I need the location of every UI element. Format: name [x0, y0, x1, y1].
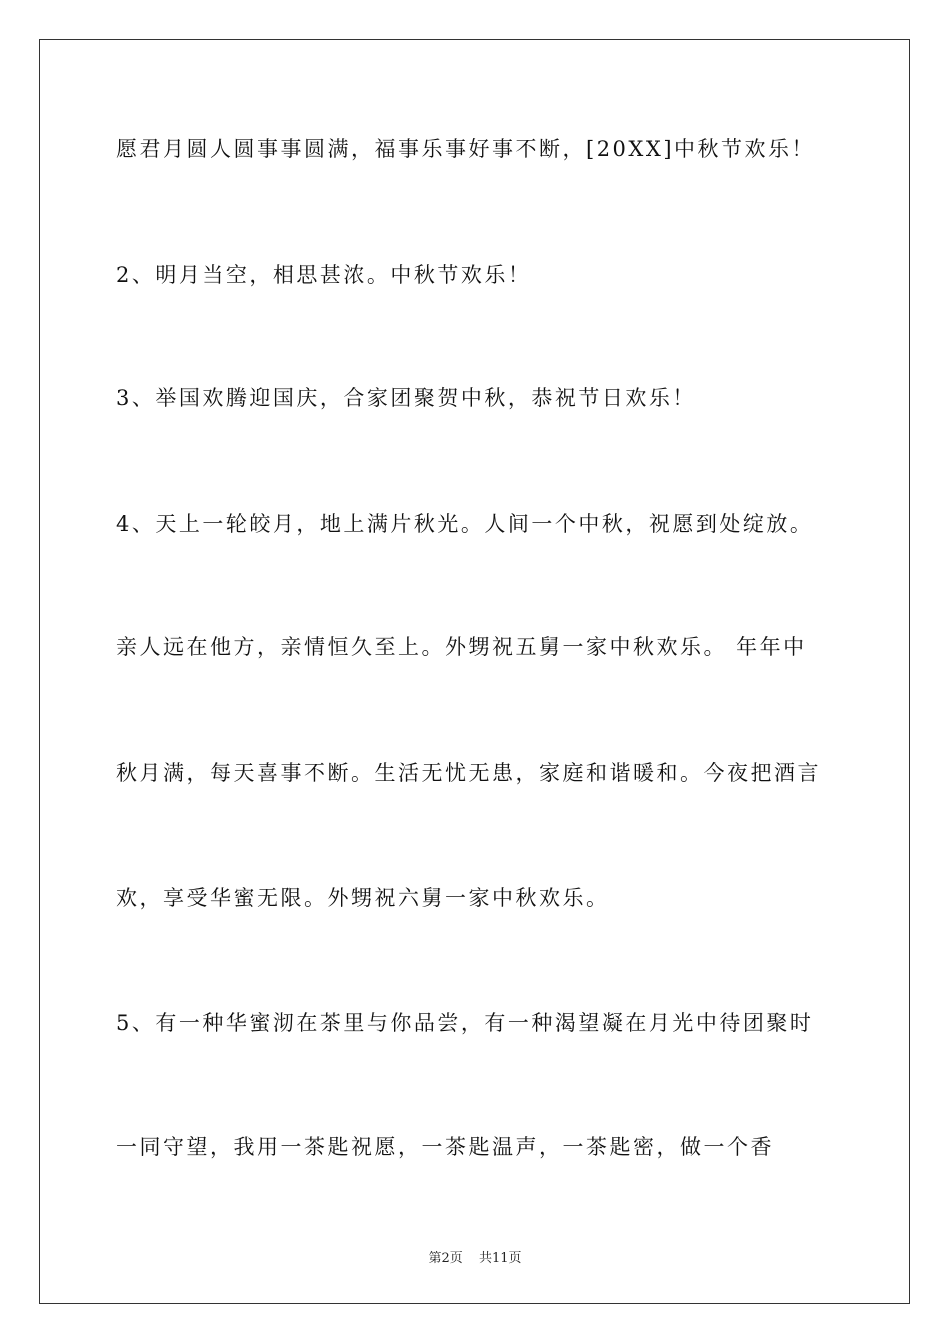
text-line: 秋月满，每天喜事不断。生活无忧无患，家庭和谐暖和。今夜把酒言: [116, 761, 821, 785]
text-line: 亲人远在他方，亲情恒久至上。外甥祝五舅一家中秋欢乐。 年年中: [116, 635, 807, 659]
text-line: 5、有一种华蜜沏在茶里与你品尝，有一种渴望凝在月光中待团聚时: [116, 1011, 814, 1035]
text-line: 欢，享受华蜜无限。外甥祝六舅一家中秋欢乐。: [116, 886, 610, 910]
page-border: [39, 39, 910, 1304]
text-line: 一同守望，我用一茶匙祝愿，一茶匙温声，一茶匙密，做一个香: [116, 1135, 774, 1159]
page-number: 第2页: [428, 1251, 463, 1266]
text-line: 4、天上一轮皎月，地上满片秋光。人间一个中秋，祝愿到处绽放。: [116, 512, 814, 536]
page-total: 共11页: [478, 1251, 522, 1266]
text-line: 3、举国欢腾迎国庆，合家团聚贺中秋，恭祝节日欢乐！: [116, 386, 696, 410]
text-line: 愿君月圆人圆事事圆满，福事乐事好事不断，[20XX]中秋节欢乐！: [116, 137, 816, 161]
text-line: 2、明月当空，相思甚浓。中秋节欢乐！: [116, 263, 532, 287]
page-footer: [0, 1247, 950, 1266]
